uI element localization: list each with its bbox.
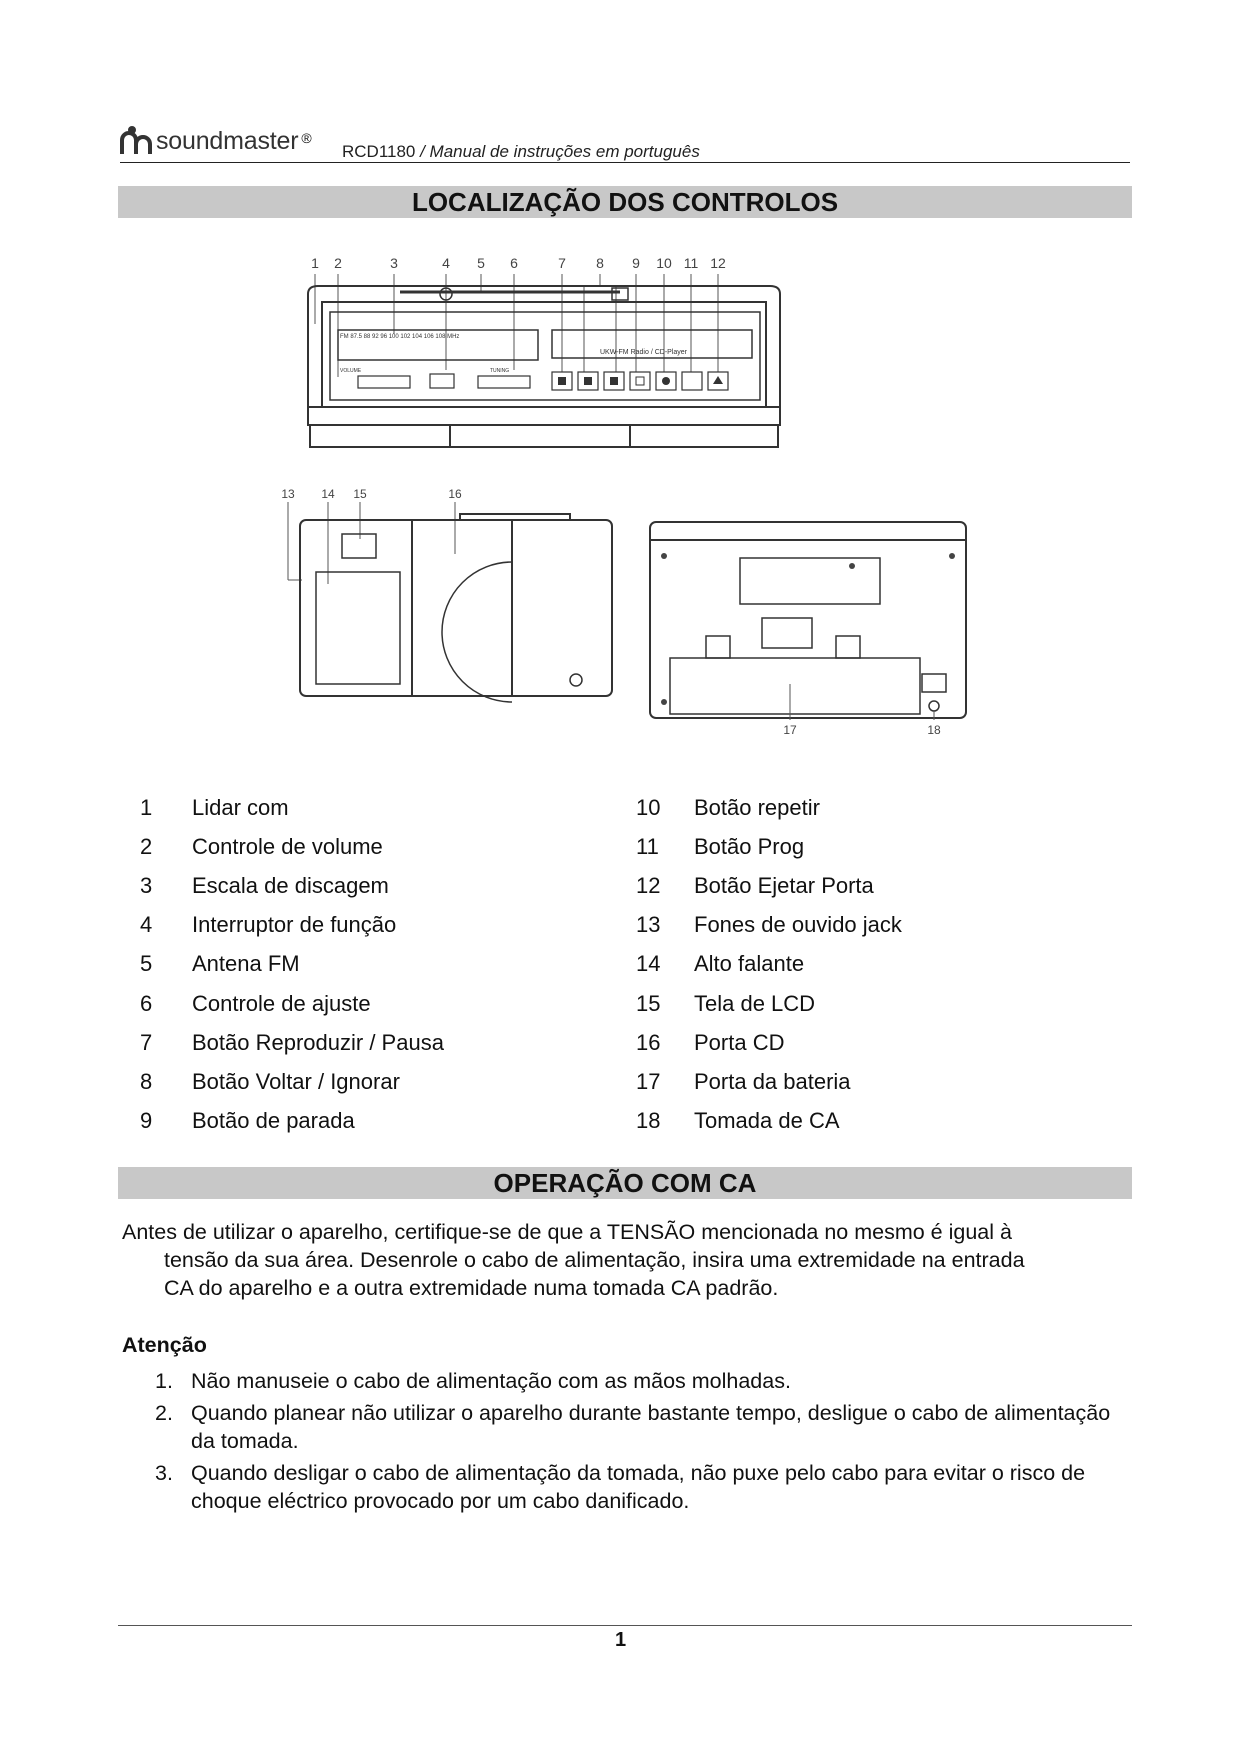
callout-8: 8 — [596, 255, 604, 271]
legend-item: 3 Escala de discagem — [140, 872, 389, 898]
brand-logo — [120, 124, 312, 156]
callout-10: 10 — [656, 255, 672, 271]
legend-item: 16 Porta CD — [636, 1029, 785, 1055]
callout-1: 1 — [311, 255, 319, 271]
legend-item: 6 Controle de ajuste — [140, 990, 371, 1016]
callout-4: 4 — [442, 255, 450, 271]
list-item: 1. Não manuseie o cabo de alimentação com as mãos molhadas. — [155, 1369, 791, 1393]
device-bottom-view-diagram — [640, 506, 980, 746]
controls-section-title: LOCALIZAÇÃO DOS CONTROLOS — [118, 186, 1132, 218]
attention-heading: Atenção — [122, 1333, 207, 1357]
operation-paragraph — [122, 1218, 1122, 1302]
soundmaster-logo-icon — [120, 124, 154, 156]
footer-divider — [118, 1625, 1132, 1626]
tuning-label: TUNING — [490, 368, 510, 374]
callout-5: 5 — [477, 255, 485, 271]
model-line — [342, 142, 700, 162]
legend-item: 9 Botão de parada — [140, 1108, 355, 1134]
callout-17: 17 — [783, 723, 797, 737]
legend-item: 11 Botão Prog — [636, 833, 805, 859]
legend-item: 1 Lidar com — [140, 794, 289, 820]
legend-item: 5 Antena FM — [140, 951, 300, 977]
legend-item: 12 Botão Ejetar Porta — [636, 872, 874, 898]
legend-item: 7 Botão Reproduzir / Pausa — [140, 1029, 444, 1055]
dial-scale-text: FM 87.5 88 92 96 100 102 104 106 108 MHz — [340, 334, 460, 340]
paragraph-line: Antes de utilizar o aparelho, certifique-se de que a TENSÃO mencionada no mesmo é igual à — [122, 1220, 1012, 1244]
callout-11: 11 — [683, 255, 699, 271]
callout-2: 2 — [334, 255, 342, 271]
legend-item: 10 Botão repetir — [636, 794, 820, 820]
volume-label: VOLUME — [340, 368, 362, 374]
legend-item: 14 Alto falante — [636, 951, 805, 977]
manual-subtitle: / Manual de instruções em português — [415, 142, 700, 161]
legend-item: 17 Porta da bateria — [636, 1068, 851, 1094]
callout-15: 15 — [353, 487, 367, 501]
legend-item: 2 Controle de volume — [140, 833, 383, 859]
controls-legend-right — [636, 788, 902, 1141]
legend-item: 8 Botão Voltar / Ignorar — [140, 1068, 400, 1094]
list-item: 3. Quando desligar o cabo de alimentação da tomada, não puxe pelo cabo para evitar o risco de choque eléctrico provocado por um cabo danificado. — [155, 1461, 1086, 1513]
model-number: RCD1180 — [342, 142, 416, 161]
callout-7: 7 — [558, 255, 566, 271]
paragraph-line: CA do aparelho e a outra extremidade numa tomada CA padrão. — [164, 1276, 779, 1300]
device-top-view-diagram — [300, 252, 790, 462]
operation-section-title: OPERAÇÃO COM CA — [118, 1167, 1132, 1199]
legend-item: 15 Tela de LCD — [636, 990, 816, 1016]
legend-item: 4 Interruptor de função — [140, 912, 397, 938]
callout-6: 6 — [510, 255, 518, 271]
brand-name: soundmaster — [156, 127, 299, 155]
device-front-view-diagram — [280, 484, 620, 724]
panel-label-text: UKW-FM Radio / CD-Player — [600, 349, 687, 356]
page-header — [120, 124, 1130, 163]
legend-item: 18 Tomada de CA — [636, 1108, 840, 1134]
callout-18: 18 — [927, 723, 941, 737]
callout-9: 9 — [632, 255, 640, 271]
callout-16: 16 — [448, 487, 462, 501]
list-item: 2. Quando planear não utilizar o aparelho durante bastante tempo, desligue o cabo de alimentação da tomada. — [155, 1401, 1111, 1453]
attention-list — [155, 1367, 1115, 1519]
page-number: 1 — [614, 1629, 627, 1651]
callout-13: 13 — [281, 487, 295, 501]
callout-14: 14 — [321, 487, 335, 501]
registered-mark: ® — [301, 130, 312, 146]
paragraph-line: tensão da sua área. Desenrole o cabo de alimentação, insira uma extremidade na entrada — [164, 1248, 1025, 1272]
legend-item: 13 Fones de ouvido jack — [636, 912, 902, 938]
callout-3: 3 — [390, 255, 398, 271]
controls-legend-left — [140, 788, 444, 1141]
callout-12: 12 — [710, 255, 726, 271]
